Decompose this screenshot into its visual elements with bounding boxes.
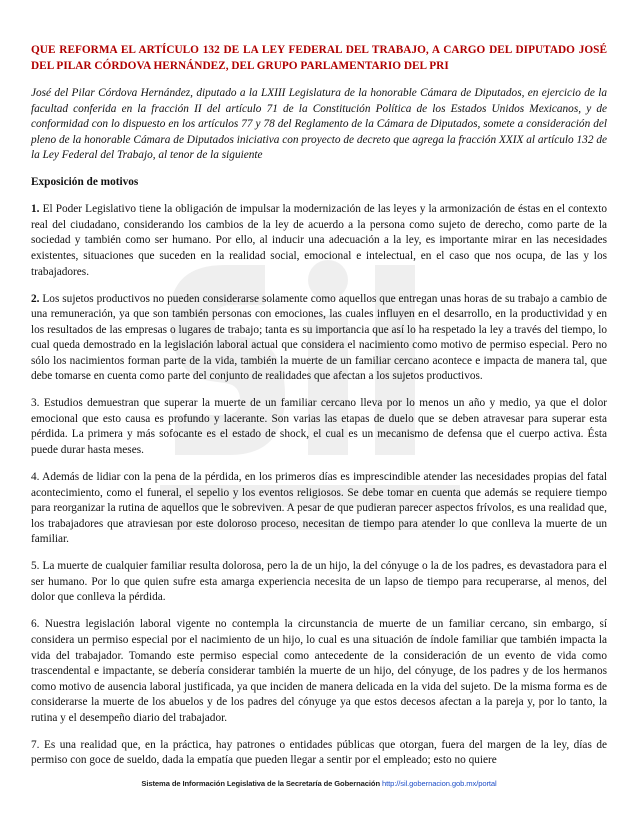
paragraph-3: 3. Estudios demuestran que superar la muerte de un familiar cercano lleva por lo menos un año y medio, ya que el dolor emocional que esto causa es profundo y lacerante. Son varias las etapas de duelo que se deben atravesar para superar esta pérdida. La primera y más sofocante es el estado de shock, el cual es un mecanismo de defensa que el cuerpo activa. Ésta puede durar hasta meses.	[31, 397, 607, 457]
footer-text: Sistema de Información Legislativa de la Secretaría de Gobernación	[141, 779, 382, 788]
paragraph-2-text: Los sujetos productivos no pueden considerarse solamente como aquellos que entregan unas horas de su trabajo a cambio de una remuneración, ya que son también personas con emociones, las cuales influyen en el desarrollo, en la productividad y en los resultados de las empresas o lugares de trabajo; tanta es su importancia que así lo ha respetado la ley a través del tiempo, lo cual queda demostrado en la legislación laboral actual que considera el nacimiento como motivo de permiso especial. Pero no sólo los nacimientos forman parte de la vida, también la muerte de un familiar cercano acontece e impacta de manera tal, que debe tomarse en cuenta como parte del conjunto de realidades que afectan a los sujetos productivos.	[31, 292, 607, 383]
paragraph-6: 6. Nuestra legislación laboral vigente no contempla la circunstancia de muerte de un familiar cercano, sin embargo, sí considera un permiso especial por el nacimiento de un hijo, lo cual es una situación de índole familiar que también impacta la vida del trabajador. Tomando este permiso especial como antecedente de la consideración de un evento de vida como trascendental e impactante, se debería considerar también la muerte de un hijo, del cónyuge, de los padres y de los hermanos como motivo de ausencia laboral justificada, ya que inciden de manera delicada en la vida del sujeto. De la misma forma es de considerarse la muerte de los abuelos y de los padres del cónyuge ya que estos decesos afectan a la pareja y, por lo tanto, la rutina y el desempeño diario del trabajador.	[31, 618, 607, 724]
intro-paragraph: José del Pilar Córdova Hernández, diputado a la LXIII Legislatura de la honorable Cámara de Diputados, en ejercicio de la facultad conferida en la fracción II del artículo 71 de la Constitución Política de los Estados Unidos Mexicanos, y de conformidad con lo dispuesto en los artículos 77 y 78 del Reglamento de la Cámara de Diputados, somete a consideración del pleno de la honorable Cámara de Diputados iniciativa con proyecto de decreto que agrega la fracción XXIX al artículo 132 de la Ley Federal del Trabajo, al tenor de la siguiente	[31, 87, 607, 162]
paragraph-1-number: 1.	[31, 203, 40, 216]
paragraph-4: 4. Además de lidiar con la pena de la pérdida, en los primeros días es imprescindible atender las necesidades propias del fatal acontecimiento, como el funeral, el sepelio y los eventos religiosos. Se debe tomar en cuenta que además se requiere tiempo para reorganizar la rutina de aquellos que le sobreviven. A pesar de que pudieran parecer aspectos frívolos, es una realidad que, los trabajadores que atraviesan por este doloroso proceso, necesitan de tiempo para atender lo que conlleva la muerte de un familiar.	[31, 471, 607, 546]
document-body	[31, 43, 607, 780]
paragraph-2	[31, 292, 607, 385]
paragraph-7: 7. Es una realidad que, en la práctica, hay patrones o entidades públicas que otorgan, fuera del margen de la ley, días de permiso con goce de sueldo, dada la empatía que pueden llegar a sentir por el empleado; esto no quiere	[31, 738, 607, 767]
paragraph-2-number: 2.	[31, 292, 40, 305]
paragraph-5: 5. La muerte de cualquier familiar resulta dolorosa, pero la de un hijo, la del cónyuge o la de los padres, es devastadora para el ser humano. Por lo que quien sufre esta amarga experiencia necesita de un lapso de tiempo para recuperarse, al menos, del dolor que conlleva la pérdida.	[31, 560, 607, 604]
page-footer	[0, 779, 638, 788]
footer-link[interactable]: http://sil.gobernacion.gob.mx/portal	[382, 779, 497, 788]
paragraph-1-text: El Poder Legislativo tiene la obligación de impulsar la modernización de las leyes y la armonización de éstas en el contexto real del ciudadano, considerando los cambios de la ley de acuerdo a la persona como sujeto de derecho, como parte de la sociedad y también como ser humano. Por ello, al inducir una adecuación a la ley, es importante mirar en las necesidades existentes, situaciones que suceden en la realidad social, emocional e intelectual, en el caso que nos ocupa, de las y los trabajadores.	[31, 203, 607, 278]
section-heading: Exposición de motivos	[31, 176, 139, 189]
document-title: QUE REFORMA EL ARTÍCULO 132 DE LA LEY FEDERAL DEL TRABAJO, A CARGO DEL DIPUTADO JOSÉ DEL PILAR CÓRDOVA HERNÁNDEZ, DEL GRUPO PARLAMENTARIO DEL PRI	[31, 44, 607, 72]
paragraph-1	[31, 202, 607, 280]
